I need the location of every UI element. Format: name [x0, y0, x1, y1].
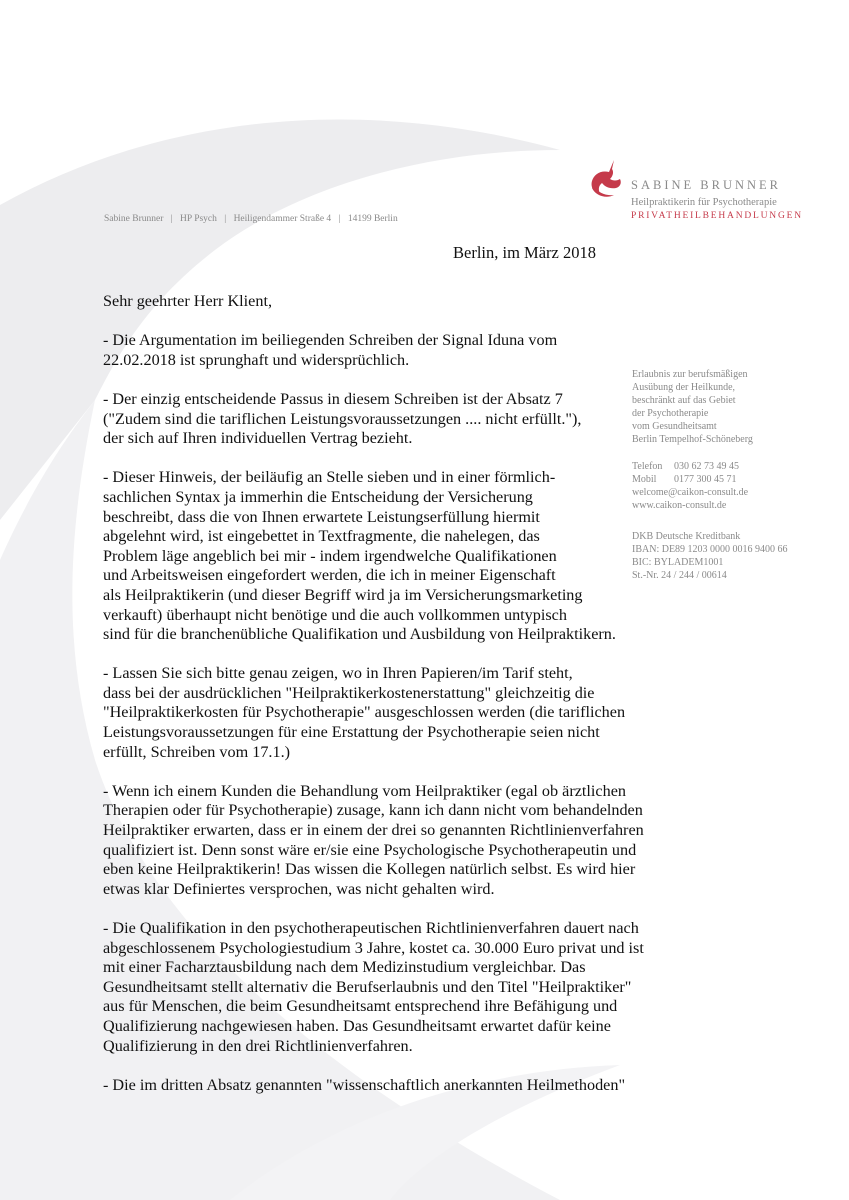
permit-line: Ausübung der Heilkunde,: [632, 382, 736, 393]
sender-address-line: [104, 214, 398, 224]
sidebar-contact: [632, 460, 842, 512]
paragraph-line: sachlichen Syntax ja immerhin die Entscheidung der Versicherung: [103, 487, 533, 506]
sidebar-permit: [632, 368, 842, 446]
paragraph: [103, 664, 626, 762]
paragraph-line: Qualifizierung nachgewiesen haben. Das Gesundheitsamt erwartet dafür keine: [103, 1016, 611, 1035]
paragraph-line: "Heilpraktikerkosten für Psychotherapie" ausgeschlossen werden (die tariflichen: [103, 703, 626, 722]
website-address[interactable]: www.caikon-consult.de: [632, 500, 727, 511]
sender-street: Heiligendammer Straße 4: [233, 214, 332, 224]
paragraph-line: Qualifizierung in den drei Richtlinienverfahren.: [103, 1036, 413, 1055]
phone-row: [632, 460, 842, 473]
paragraph-line: - Die Argumentation im beiliegenden Schreiben der Signal Iduna vom: [103, 331, 558, 350]
brand-tagline: PRIVATHEILBEHANDLUNGEN: [631, 211, 803, 221]
sender-city: 14199 Berlin: [347, 214, 398, 224]
separator: |: [170, 214, 173, 224]
paragraph-line: Leistungsvoraussetzungen für eine Erstattung der Psychotherapie seien nicht: [103, 723, 600, 742]
bank-bic: BIC: BYLADEM1001: [632, 557, 724, 568]
date-line: Berlin, im März 2018: [453, 243, 596, 262]
paragraph-line: abgelehnt wird, ist eingebettet in Textfragmente, die nahelegen, das: [103, 527, 540, 546]
salutation: [103, 292, 623, 312]
letter-body: [103, 292, 644, 1115]
mobile-label: Mobil: [632, 474, 657, 485]
mobile-number: 0177 300 45 71: [674, 474, 737, 485]
mobile-row: [632, 473, 842, 486]
paragraph-line: - Die Qualifikation in den psychotherapeutischen Richtlinienverfahren dauert nach: [103, 919, 639, 937]
paragraph-line: sind für die branchenübliche Qualifikation und Ausbildung von Heilpraktikern.: [103, 625, 616, 644]
paragraph-line: - Wenn ich einem Kunden die Behandlung vom Heilpraktiker (egal ob ärztlichen: [103, 781, 626, 800]
bank-name: DKB Deutsche Kreditbank: [632, 531, 741, 542]
brand-name: SABINE BRUNNER: [631, 178, 781, 192]
sender-title: HP Psych: [180, 214, 217, 224]
unicorn-logo-icon: [586, 158, 626, 200]
paragraph-line: verkauft) überhaupt nicht benötige und die auch vollkommen untypisch: [103, 605, 567, 624]
paragraph-line: - Dieser Hinweis, der beiläufig an Stelle sieben und in einer förmlich-: [103, 468, 556, 487]
permit-line: Berlin Tempelhof-Schöneberg: [632, 434, 753, 445]
paragraph-line: Therapien oder für Psychotherapie) zusage, kann ich dann nicht vom behandelnden: [103, 801, 643, 820]
paragraph-line: aus für Menschen, die beim Gesundheitsamt entsprechend ihre Befähigung und: [103, 997, 618, 1016]
paragraph-line: als Heilpraktikerin (und dieser Begriff wird ja im Versicherungsmarketing: [103, 585, 583, 604]
paragraph-line: Heilpraktiker erwarten, dass er in einem der drei so genannten Richtlinienverfahren: [103, 821, 644, 840]
paragraph: [103, 919, 644, 1056]
tax-number: St.-Nr. 24 / 244 / 00614: [632, 570, 727, 581]
phone-number: 030 62 73 49 45: [674, 461, 739, 472]
bank-iban: IBAN: DE89 1203 0000 0016 9400 66: [632, 544, 788, 555]
paragraph-line: - Die im dritten Absatz genannten "wissenschaftlich anerkannten Heilmethoden": [103, 1075, 626, 1094]
paragraph: [103, 1075, 626, 1096]
paragraph-line: ("Zudem sind die tariflichen Leistungsvoraussetzungen .... nicht erfüllt."),: [103, 409, 582, 428]
paragraph-line: qualifiziert ist. Denn sonst wäre er/sie eine Psychologische Psychotherapeutin und: [103, 840, 637, 859]
paragraph-line: Problem läge angeblich bei mir - indem irgendwelche Qualifikationen: [103, 546, 557, 565]
email-address[interactable]: welcome@caikon-consult.de: [632, 487, 749, 498]
paragraph-line: und Arbeitsweisen eingefordert werden, die ich in meiner Eigenschaft: [103, 566, 556, 585]
paragraph-line: Gesundheitsamt stellt alternativ die Berufserlaubnis und den Titel "Heilpraktiker": [103, 977, 632, 996]
paragraph-line: etwas klar Definiertes versprochen, was nicht gehalten wird.: [103, 879, 495, 898]
paragraph: [103, 468, 623, 644]
paragraph: [103, 781, 644, 900]
brand-subtitle: Heilpraktikerin für Psychotherapie: [631, 197, 777, 208]
paragraph-line: - Lassen Sie sich bitte genau zeigen, wo in Ihren Papieren/im Tarif steht,: [103, 664, 573, 683]
separator: |: [224, 214, 227, 224]
paragraph-line: - Der einzig entscheidende Passus in diesem Schreiben ist der Absatz 7: [103, 389, 563, 408]
paragraph-line: erfüllt, Schreiben vom 17.1.): [103, 742, 291, 761]
paragraph-line: 22.02.2018 ist sprunghaft und widersprüchlich.: [103, 350, 410, 369]
paragraph-line: beschreibt, dass die von Ihnen erwartete Leistungserfüllung hiermit: [103, 507, 540, 526]
sender-name: Sabine Brunner: [104, 214, 164, 224]
sidebar-bank: [632, 530, 842, 582]
separator: |: [338, 214, 341, 224]
permit-line: Erlaubnis zur berufsmäßigen: [632, 369, 748, 380]
salutation-line: Sehr geehrter Herr Klient,: [103, 292, 272, 310]
paragraph-line: abgeschlossenem Psychologiestudium 3 Jahre, kostet ca. 30.000 Euro privat und ist: [103, 938, 644, 957]
permit-line: der Psychotherapie: [632, 408, 709, 419]
permit-line: vom Gesundheitsamt: [632, 421, 717, 432]
paragraph-line: der sich auf Ihren individuellen Vertrag bezieht.: [103, 429, 413, 448]
permit-line: beschränkt auf das Gebiet: [632, 395, 736, 406]
paragraph: [103, 390, 623, 449]
paragraph: [103, 331, 623, 370]
paragraph-line: mit einer Facharztausbildung nach dem Medizinstudium vergleichbar. Das: [103, 958, 586, 977]
paragraph-line: dass bei der ausdrücklichen "Heilpraktikerkostenerstattung" gleichzeitig die: [103, 683, 595, 702]
paragraph-line: eben keine Heilpraktikerin! Das wissen die Kollegen natürlich selbst. Es wird hier: [103, 860, 636, 879]
phone-label: Telefon: [632, 461, 663, 472]
